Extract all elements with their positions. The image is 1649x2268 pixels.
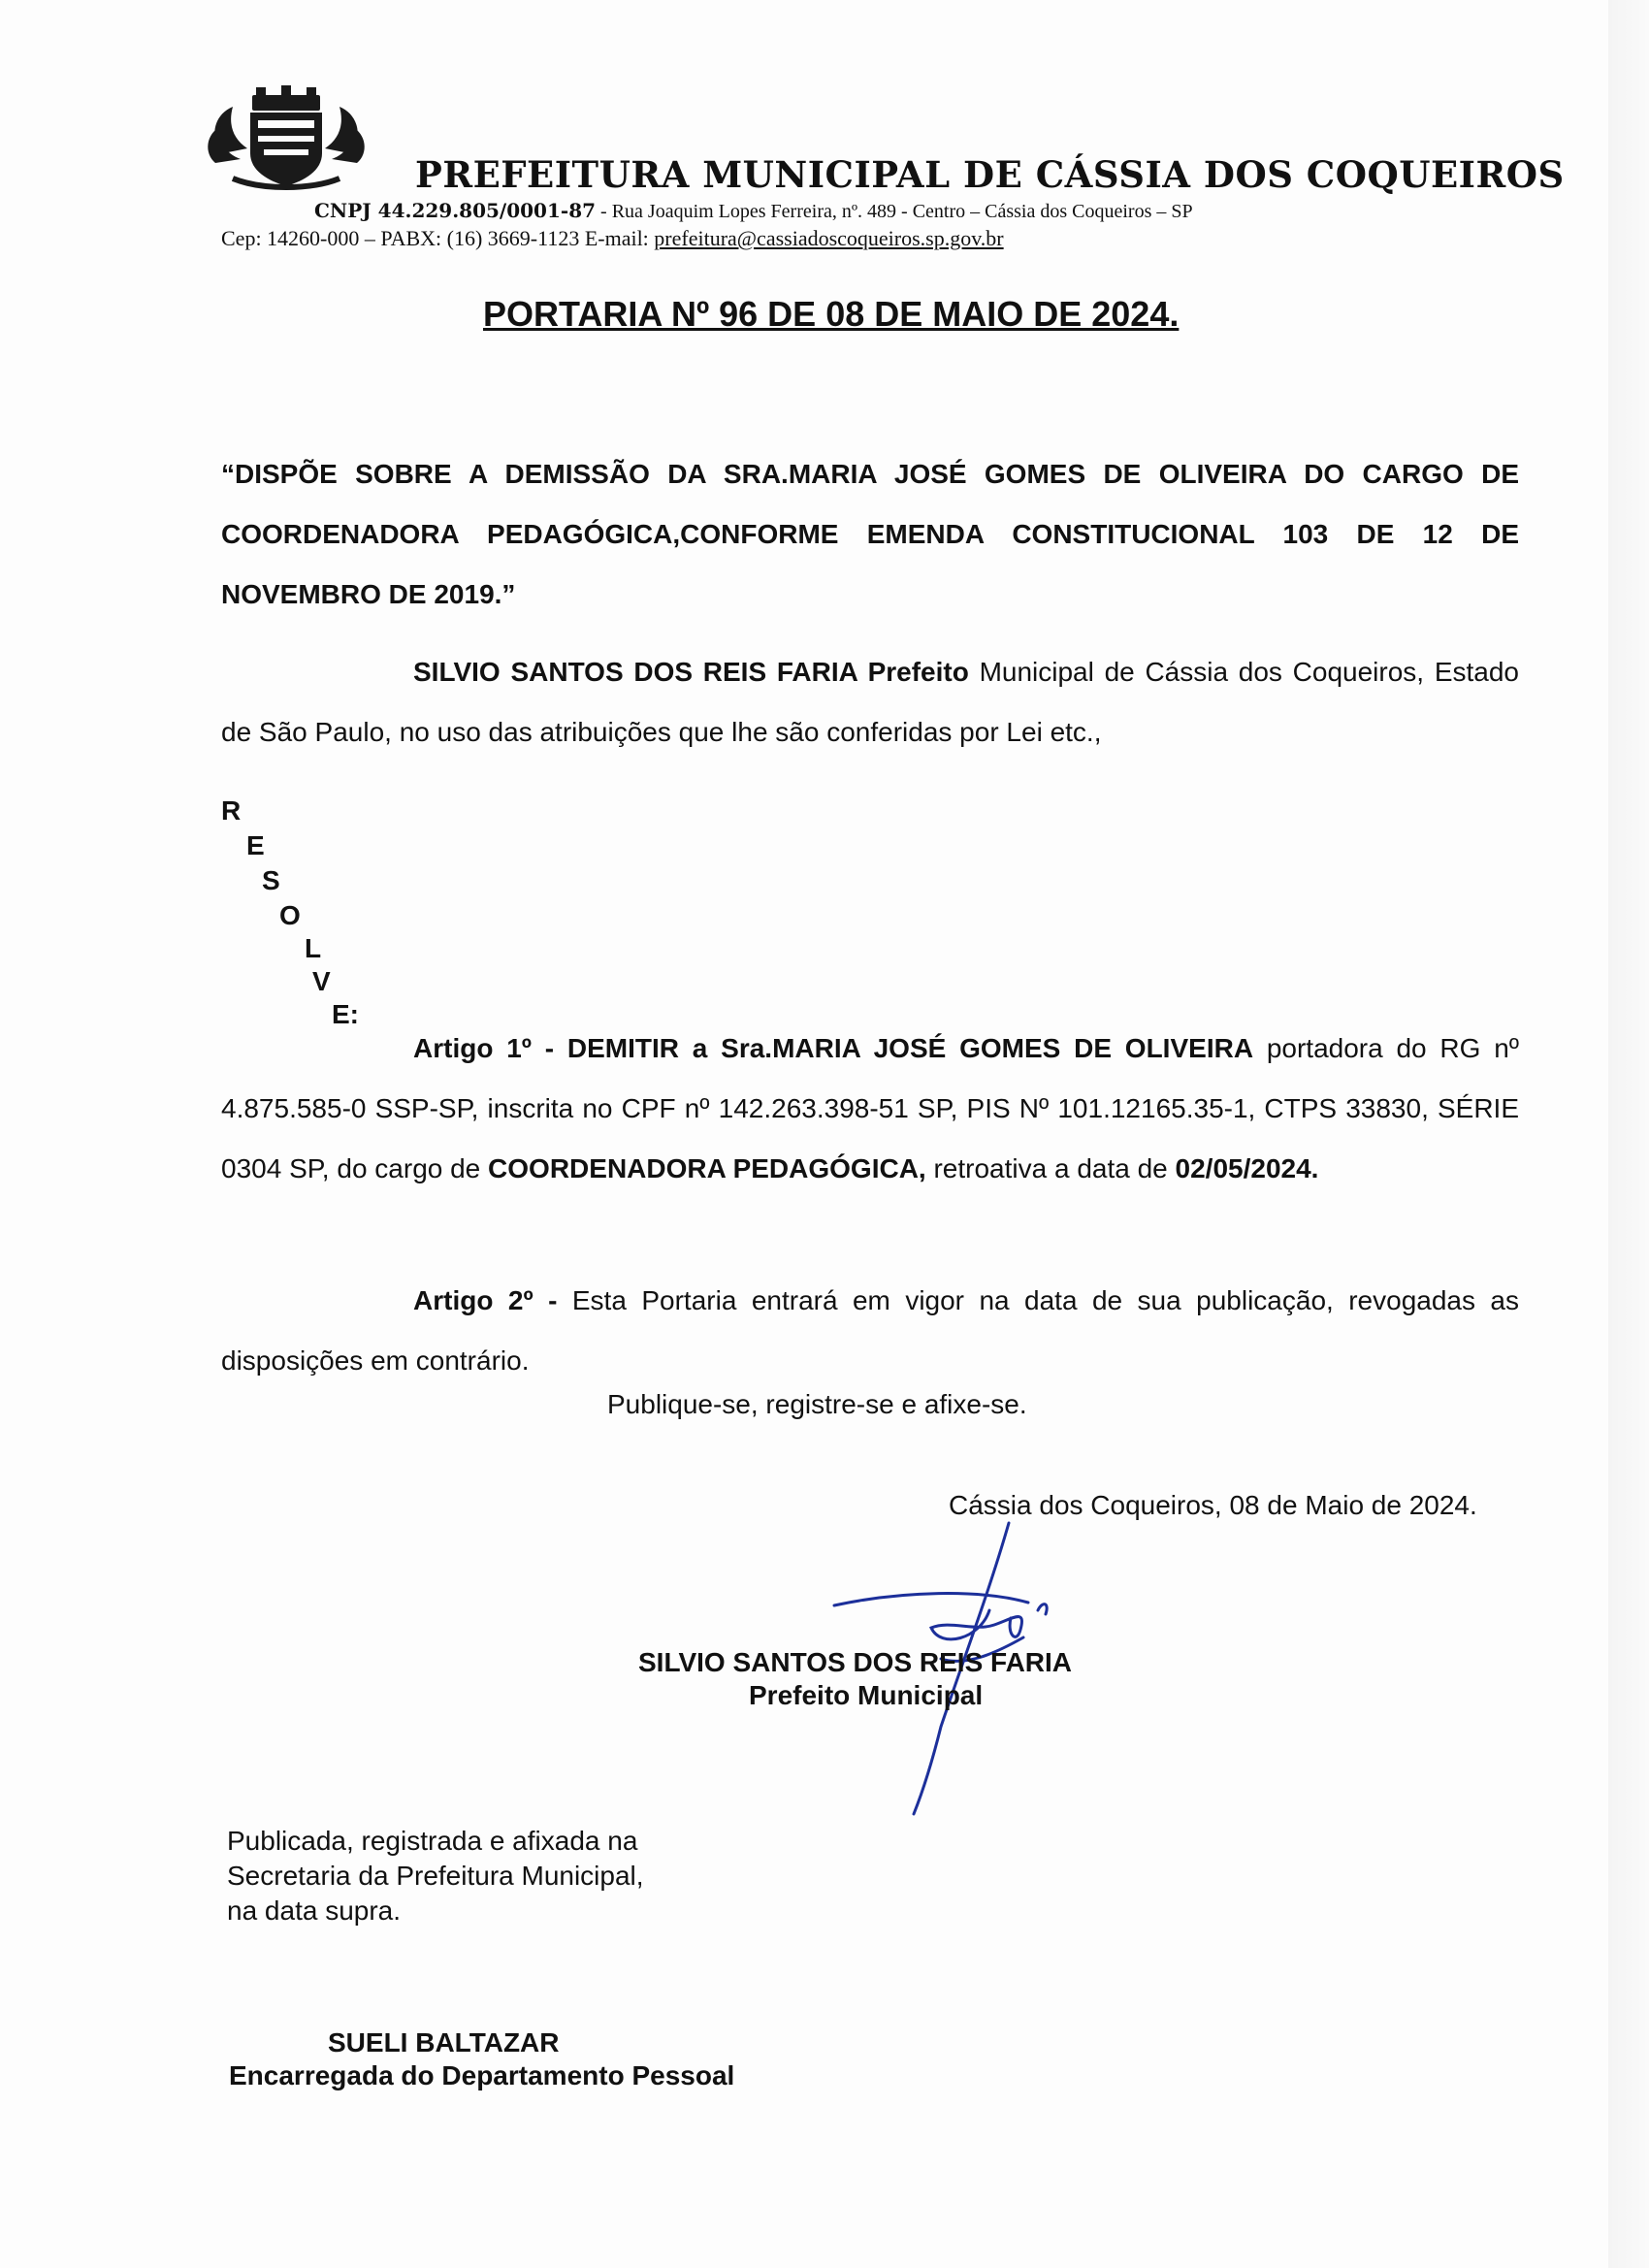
article-1 xyxy=(221,1019,1519,1199)
ementa: “DISPÕE SOBRE A DEMISSÃO DA SRA.MARIA JOSÉ GOMES DE OLIVEIRA DO CARGO DE COORDENADORA PEDAGÓGICA,CONFORME EMENDA CONSTITUCIONAL 103 DE 12 DE NOVEMBRO DE 2019.” xyxy=(221,459,1519,609)
article-1-label: Artigo 1º - DEMITIR a Sra.MARIA JOSÉ GOMES DE OLIVEIRA xyxy=(413,1033,1254,1063)
resolve-letter: V xyxy=(312,966,331,996)
hr-role: Encarregada do Departamento Pessoal xyxy=(229,2060,735,2090)
header-contact xyxy=(221,226,1004,251)
article-1-text: portadora do RG nº 4.875.585-0 SSP-SP, inscrita no CPF nº 142.263.398-51 SP, PIS Nº 101.12165.35-1, CTPS 33830, SÉRIE 0304 SP, do cargo de xyxy=(221,1033,1520,1183)
preamble-text: Municipal de Cássia dos Coqueiros, Estado de São Paulo, no uso das atribuições que lhe são conferidas por Lei etc., xyxy=(221,657,1519,747)
publication-note-line: Secretaria da Prefeitura Municipal, xyxy=(227,1861,644,1891)
municipal-coat-of-arms-icon xyxy=(204,85,369,192)
publication-note-line: Publicada, registrada e afixada na xyxy=(227,1826,638,1856)
resolve-letter: E: xyxy=(332,999,359,1029)
article-1-date: 02/05/2024. xyxy=(1175,1153,1319,1183)
mayor-role: Prefeito Municipal xyxy=(749,1680,984,1710)
contact-info: Cep: 14260-000 – PABX: (16) 3669-1123 E-mail: xyxy=(221,226,655,250)
publish-line: Publique-se, registre-se e afixe-se. xyxy=(607,1389,1027,1419)
email-link[interactable]: prefeitura@cassiadoscoqueiros.sp.gov.br xyxy=(654,226,1004,250)
resolve-letter: L xyxy=(305,933,322,963)
article-2-label: Artigo 2º - xyxy=(413,1285,558,1315)
resolve-letter: E xyxy=(246,830,265,860)
hr-name: SUELI BALTAZAR xyxy=(328,2027,560,2057)
publication-note xyxy=(227,1824,644,1928)
document-title: PORTARIA Nº 96 DE 08 DE MAIO DE 2024. xyxy=(483,294,1180,334)
preamble-mayor: SILVIO SANTOS DOS REIS FARIA Prefeito xyxy=(413,657,969,687)
article-1-cargo: COORDENADORA PEDAGÓGICA, xyxy=(488,1153,926,1183)
mayor-name: SILVIO SANTOS DOS REIS FARIA xyxy=(638,1647,1073,1677)
preamble xyxy=(221,642,1519,762)
scan-edge-shadow xyxy=(1608,0,1649,2268)
resolve-letter: O xyxy=(279,900,301,930)
resolve-letter: R xyxy=(221,795,242,826)
cnpj: CNPJ 44.229.805/0001-87 xyxy=(314,199,597,222)
article-2 xyxy=(221,1271,1519,1391)
address: - Rua Joaquim Lopes Ferreira, nº. 489 - Centro – Cássia dos Coqueiros – SP xyxy=(596,201,1193,222)
resolve-letter: S xyxy=(262,865,280,895)
article-2-text: Esta Portaria entrará em vigor na data de sua publicação, revogadas as disposições em contrário. xyxy=(221,1285,1520,1376)
publication-note-line: na data supra. xyxy=(227,1895,402,1926)
municipality-title: PREFEITURA MUNICIPAL DE CÁSSIA DOS COQUEIROS xyxy=(415,153,1565,196)
header-cnpj-address xyxy=(314,199,1193,223)
place-date: Cássia dos Coqueiros, 08 de Maio de 2024. xyxy=(949,1490,1477,1520)
article-1-text-2: retroativa a data de xyxy=(925,1153,1176,1183)
